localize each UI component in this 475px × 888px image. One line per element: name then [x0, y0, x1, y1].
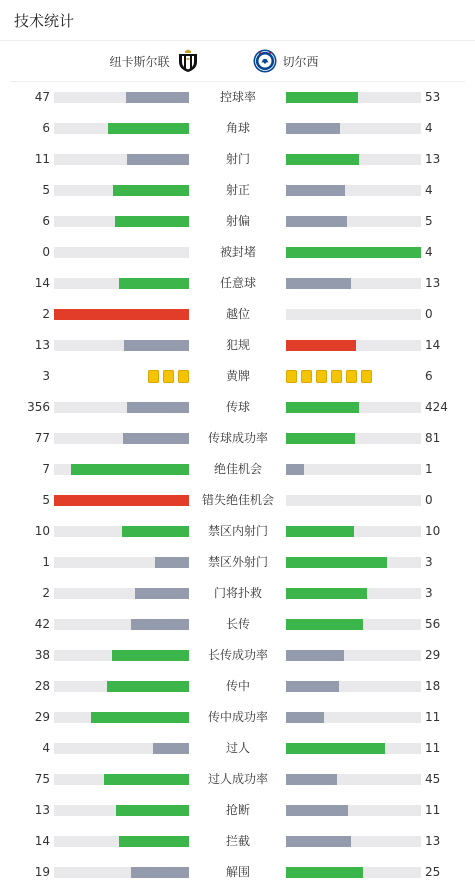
stat-label: 传球成功率 — [207, 431, 268, 445]
home-value: 5 — [42, 493, 50, 507]
away-value: 0 — [425, 493, 433, 507]
away-value: 11 — [425, 710, 441, 724]
home-value: 3 — [42, 369, 50, 383]
away-bar-track — [286, 247, 421, 258]
away-value: 56 — [425, 617, 441, 631]
away-value: 3 — [425, 586, 433, 600]
yellow-card-icon — [286, 370, 297, 383]
home-value: 7 — [42, 462, 50, 476]
home-bar-track — [54, 681, 189, 692]
home-value: 14 — [34, 276, 50, 290]
stat-row — [0, 82, 475, 113]
away-value: 3 — [425, 555, 433, 569]
yellow-card-icon — [346, 370, 357, 383]
stat-label: 角球 — [225, 121, 250, 135]
stat-label: 黄牌 — [225, 369, 250, 383]
away-bar-track — [286, 712, 421, 723]
stat-label: 禁区内射门 — [207, 524, 268, 538]
away-bar-track — [286, 681, 421, 692]
home-bar-track — [54, 526, 189, 537]
away-bar-fill — [286, 340, 356, 351]
home-bar-fill — [127, 154, 189, 165]
away-bar-track — [286, 216, 421, 227]
stat-row — [0, 764, 475, 795]
home-bar-track — [54, 92, 189, 103]
home-bar-fill — [115, 216, 189, 227]
stat-label: 解围 — [225, 865, 250, 879]
home-bar-track — [54, 805, 189, 816]
home-value: 13 — [34, 338, 50, 352]
away-bar-fill — [286, 216, 347, 227]
away-bar-track — [286, 278, 421, 289]
away-bar-fill — [286, 464, 304, 475]
home-bar-fill — [119, 836, 189, 847]
yellow-card-icon — [331, 370, 342, 383]
away-bar-fill — [286, 123, 340, 134]
home-bar-fill — [153, 743, 189, 754]
home-bar-fill — [131, 619, 189, 630]
home-value: 2 — [42, 586, 50, 600]
yellow-card-icon — [316, 370, 327, 383]
stat-label: 射门 — [225, 152, 250, 166]
stat-row — [0, 702, 475, 733]
away-bar-track — [286, 464, 421, 475]
stat-label: 犯规 — [225, 338, 250, 352]
away-team[interactable] — [253, 41, 319, 81]
home-value: 11 — [34, 152, 50, 166]
away-value: 4 — [425, 183, 433, 197]
stat-label: 射偏 — [225, 214, 250, 228]
stat-row — [0, 578, 475, 609]
stat-row — [0, 144, 475, 175]
home-bar-track — [54, 743, 189, 754]
stat-label: 长传成功率 — [207, 648, 268, 662]
home-bar-track — [54, 557, 189, 568]
home-value: 77 — [34, 431, 50, 445]
away-bar-track — [286, 433, 421, 444]
chelsea-crest-icon — [253, 49, 277, 73]
away-bar-track — [286, 836, 421, 847]
away-value: 6 — [425, 369, 433, 383]
home-bar-fill — [108, 123, 189, 134]
home-bar-fill — [54, 495, 189, 506]
home-bar-fill — [124, 340, 189, 351]
home-value: 356 — [27, 400, 50, 414]
home-bar-track — [54, 402, 189, 413]
away-bar-fill — [286, 433, 355, 444]
home-value: 10 — [34, 524, 50, 538]
home-value: 29 — [34, 710, 50, 724]
away-bar-fill — [286, 774, 337, 785]
stat-row — [0, 485, 475, 516]
away-bar-fill — [286, 154, 359, 165]
away-bar-track — [286, 650, 421, 661]
home-bar-fill — [122, 526, 190, 537]
home-value: 6 — [42, 121, 50, 135]
stat-row — [0, 826, 475, 857]
home-bar-track — [54, 836, 189, 847]
away-value: 14 — [425, 338, 441, 352]
home-value: 47 — [34, 90, 50, 104]
home-bar-track — [54, 774, 189, 785]
home-bar-track — [54, 185, 189, 196]
home-bar-track — [54, 588, 189, 599]
away-bar-track — [286, 805, 421, 816]
home-value: 5 — [42, 183, 50, 197]
home-value: 28 — [34, 679, 50, 693]
stat-row — [0, 330, 475, 361]
home-bar-track — [54, 340, 189, 351]
stat-label: 错失绝佳机会 — [201, 493, 274, 507]
stat-label: 过人成功率 — [207, 772, 268, 786]
home-bar-fill — [113, 185, 189, 196]
away-bar-track — [286, 402, 421, 413]
away-value: 11 — [425, 741, 441, 755]
away-bar-fill — [286, 278, 351, 289]
stat-label: 射正 — [225, 183, 250, 197]
away-value: 53 — [425, 90, 441, 104]
away-bar-fill — [286, 92, 358, 103]
away-value: 25 — [425, 865, 441, 879]
page-header — [0, 0, 475, 41]
away-value: 10 — [425, 524, 441, 538]
stat-row — [0, 857, 475, 888]
home-value: 42 — [34, 617, 50, 631]
away-bar-track — [286, 123, 421, 134]
stat-row — [0, 733, 475, 764]
home-value: 14 — [34, 834, 50, 848]
away-bar-fill — [286, 185, 345, 196]
home-value: 38 — [34, 648, 50, 662]
stat-row — [0, 516, 475, 547]
yellow-card-icon — [361, 370, 372, 383]
stat-label: 绝佳机会 — [213, 462, 262, 476]
stat-row — [0, 299, 475, 330]
stat-row — [0, 206, 475, 237]
stat-row — [0, 175, 475, 206]
home-bar-fill — [107, 681, 189, 692]
home-bar-track — [54, 278, 189, 289]
yellow-card-icon — [148, 370, 159, 383]
away-bar-track — [286, 185, 421, 196]
home-bar-track — [54, 433, 189, 444]
page-title: 技术统计 — [14, 11, 75, 30]
away-value: 1 — [425, 462, 433, 476]
stat-row — [0, 237, 475, 268]
stat-row — [0, 113, 475, 144]
home-bar-track — [54, 495, 189, 506]
away-bar-track — [286, 340, 421, 351]
stat-row — [0, 268, 475, 299]
away-bar-track — [286, 774, 421, 785]
stat-label: 长传 — [225, 617, 250, 631]
home-value: 13 — [34, 803, 50, 817]
away-bar-fill — [286, 247, 421, 258]
stat-label: 传中 — [225, 679, 250, 693]
away-value: 424 — [425, 400, 448, 414]
stat-label: 被封堵 — [219, 245, 256, 259]
teams-header — [10, 41, 465, 82]
stat-label: 越位 — [225, 307, 250, 321]
yellow-card-icon — [301, 370, 312, 383]
away-value: 0 — [425, 307, 433, 321]
stat-label: 门将扑救 — [213, 586, 262, 600]
away-bar-fill — [286, 836, 351, 847]
home-bar-fill — [104, 774, 189, 785]
home-bar-track — [54, 309, 189, 320]
away-bar-track — [286, 526, 421, 537]
stat-row — [0, 671, 475, 702]
stat-row — [0, 547, 475, 578]
stat-label: 传中成功率 — [207, 710, 268, 724]
home-bar-track — [54, 247, 189, 258]
home-value: 2 — [42, 307, 50, 321]
away-yellow-cards — [286, 370, 372, 383]
away-value: 13 — [425, 834, 441, 848]
home-bar-fill — [123, 433, 189, 444]
away-bar-track — [286, 495, 421, 506]
away-bar-track — [286, 309, 421, 320]
away-bar-fill — [286, 557, 387, 568]
away-value: 4 — [425, 245, 433, 259]
home-bar-track — [54, 154, 189, 165]
home-yellow-cards — [148, 370, 189, 383]
away-bar-fill — [286, 712, 324, 723]
home-bar-fill — [127, 402, 189, 413]
home-bar-track — [54, 216, 189, 227]
away-value: 13 — [425, 152, 441, 166]
stat-label: 拦截 — [225, 834, 250, 848]
home-team-name: 纽卡斯尔联 — [109, 54, 170, 69]
away-bar-fill — [286, 402, 359, 413]
stat-row — [0, 361, 475, 392]
home-bar-fill — [126, 92, 189, 103]
stat-label: 任意球 — [219, 276, 256, 290]
home-bar-fill — [71, 464, 189, 475]
home-value: 1 — [42, 555, 50, 569]
away-bar-fill — [286, 743, 385, 754]
away-team-name: 切尔西 — [282, 54, 319, 69]
home-bar-fill — [135, 588, 189, 599]
away-bar-track — [286, 154, 421, 165]
home-bar-fill — [112, 650, 189, 661]
stat-row — [0, 795, 475, 826]
away-bar-fill — [286, 805, 348, 816]
away-value: 5 — [425, 214, 433, 228]
away-bar-fill — [286, 650, 344, 661]
home-bar-track — [54, 619, 189, 630]
home-value: 4 — [42, 741, 50, 755]
home-value: 75 — [34, 772, 50, 786]
stat-row — [0, 454, 475, 485]
home-bar-track — [54, 464, 189, 475]
away-bar-track — [286, 619, 421, 630]
home-bar-track — [54, 650, 189, 661]
newcastle-crest-icon — [176, 49, 200, 73]
away-bar-track — [286, 588, 421, 599]
home-bar-fill — [116, 805, 189, 816]
yellow-card-icon — [163, 370, 174, 383]
away-value: 81 — [425, 431, 441, 445]
home-bar-track — [54, 712, 189, 723]
away-bar-track — [286, 867, 421, 878]
home-value: 0 — [42, 245, 50, 259]
home-team[interactable] — [109, 41, 199, 81]
away-bar-fill — [286, 526, 354, 537]
home-bar-fill — [155, 557, 189, 568]
away-bar-fill — [286, 867, 363, 878]
home-bar-fill — [91, 712, 189, 723]
home-bar-fill — [54, 309, 189, 320]
away-bar-track — [286, 743, 421, 754]
away-value: 45 — [425, 772, 441, 786]
home-bar-fill — [131, 867, 189, 878]
home-value: 6 — [42, 214, 50, 228]
away-value: 18 — [425, 679, 441, 693]
stat-label: 禁区外射门 — [207, 555, 268, 569]
away-value: 29 — [425, 648, 441, 662]
home-value: 19 — [34, 865, 50, 879]
away-value: 13 — [425, 276, 441, 290]
stat-row — [0, 609, 475, 640]
stat-label: 控球率 — [219, 90, 256, 104]
stat-label: 抢断 — [225, 803, 250, 817]
stat-label: 传球 — [225, 400, 250, 414]
home-bar-track — [54, 123, 189, 134]
home-bar-track — [54, 867, 189, 878]
stat-label: 过人 — [225, 741, 250, 755]
stat-row — [0, 392, 475, 423]
away-bar-track — [286, 92, 421, 103]
away-bar-fill — [286, 681, 339, 692]
home-bar-fill — [119, 278, 189, 289]
away-bar-fill — [286, 588, 367, 599]
away-bar-fill — [286, 619, 363, 630]
stats-list — [0, 82, 475, 888]
away-value: 4 — [425, 121, 433, 135]
away-bar-track — [286, 557, 421, 568]
stat-row — [0, 640, 475, 671]
yellow-card-icon — [178, 370, 189, 383]
away-value: 11 — [425, 803, 441, 817]
stat-row — [0, 423, 475, 454]
